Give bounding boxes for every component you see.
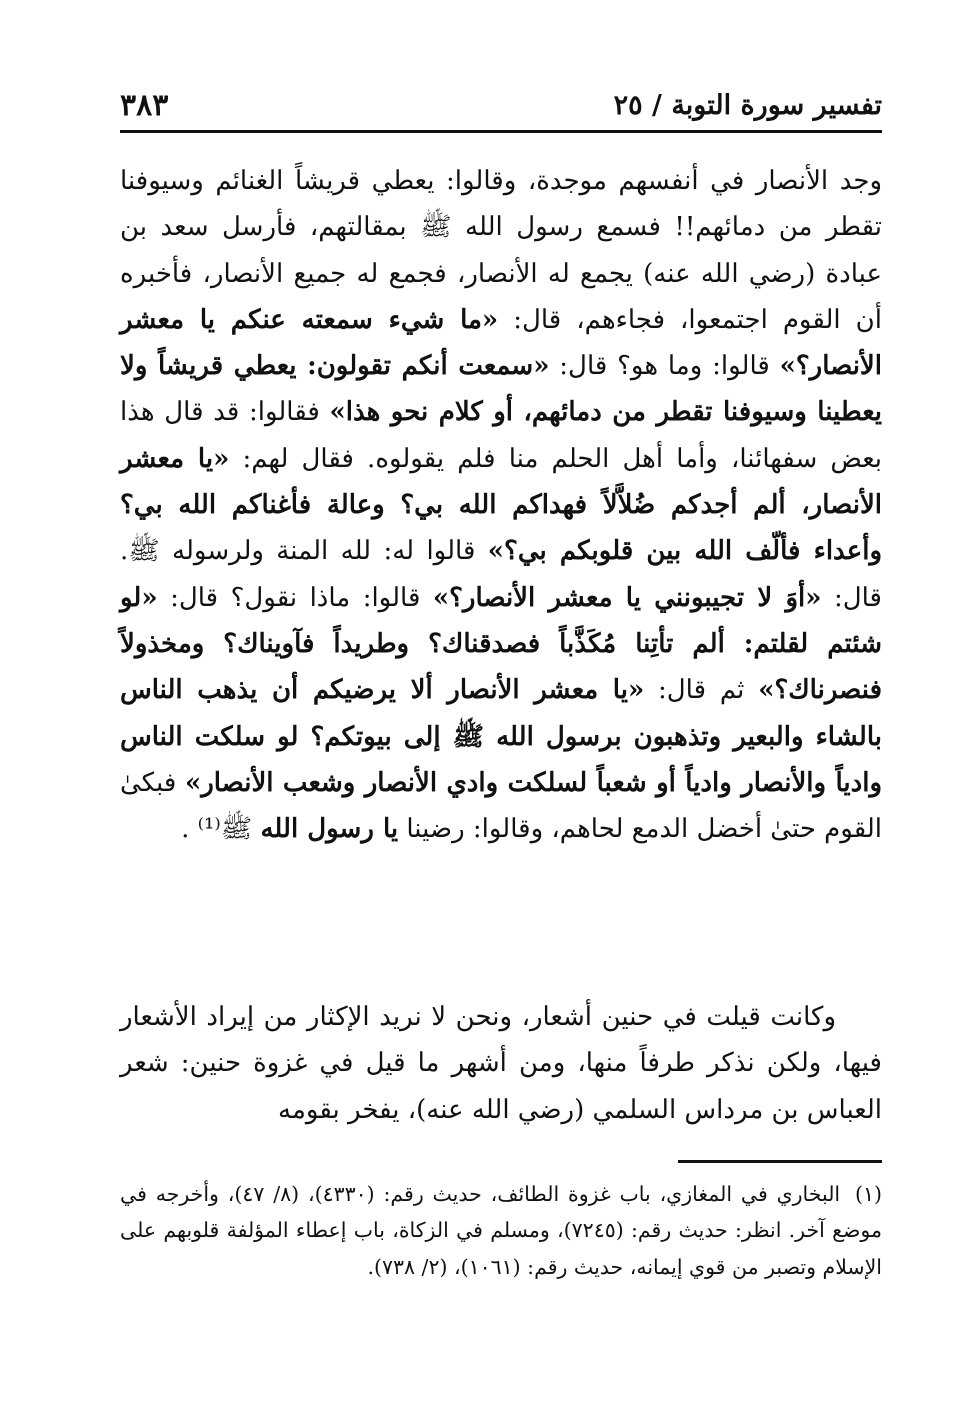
hadith-quote: «سمعت أنكم تقولون: يعطي قريشاً ولا يعطينا وسيوفنا تقطر من دمائهم، أو كلام نحو هذا»	[120, 351, 882, 428]
narrative-text: وجد الأنصار في أنفسهم موجدة، وقالوا: يعطي قريشاً الغنائم وسيوفنا تقطر من دمائهم!! فسمع رسول الله ﷺ بمقالتهم، فأرسل سعد بن عبادة (رضي الله عنه) يجمع له الأنصار، فجمع له جميع الأنصار، فأخبره أن القوم اجتمعوا، فجاءهم، قال:	[120, 166, 883, 335]
narrative-text: قالوا: وما هو؟ قال:	[559, 351, 770, 382]
hadith-quote: «يا معشر الأنصار ألا يرضيكم أن يذهب الناس بالشاء والبعير وتذهبون برسول الله ﷺ إلى بيوتكم؟ لو سلكت الناس وادياً والأنصار وادياً أو شعباً لسلكت وادي الأنصار وشعب الأنصار»	[120, 675, 882, 798]
narrative-text: قالوا: ماذا نقول؟ قال:	[170, 582, 421, 613]
hadith-quote: «أوَ لا تجيبونني يا معشر الأنصار؟»	[432, 582, 822, 613]
footnote-text: البخاري في المغازي، باب غزوة الطائف، حديث رقم: (٤٣٣٠)، (٨/ ٤٧)، وأخرجه في موضع آخر. انظر: حديث رقم: (٧٢٤٥)، ومسلم في الزكاة، باب إعطاء المؤلفة قلوبهم على الإسلام وتصبر من قوي إيمانه، حديث رقم: (١٠٦١)، (٢/ ٧٣٨).	[120, 1182, 883, 1279]
narrative-text: فقالوا: قد قال هذا بعض سفهائنا، وأما أهل الحلم منا فلم يقولوه. فقال لهم:	[120, 397, 882, 474]
page-header	[120, 84, 882, 128]
hadith-quote: يا رسول الله	[260, 814, 399, 845]
footnote-divider	[678, 1160, 882, 1163]
hadith-quote: «لو شئتم لقلتم: ألم تأتِنا مُكَذَّباً فصدقناك؟ وطريداً فآويناك؟ ومخذولاً فنصرناك؟»	[120, 582, 883, 706]
footnote-marker: (١)	[854, 1182, 882, 1206]
footnote	[120, 1176, 882, 1285]
body-paragraph-1	[120, 158, 882, 852]
header-divider	[120, 130, 882, 133]
narrative-text: ﷺ⁽¹⁾ .	[181, 814, 253, 845]
body-paragraph-2: وكانت قيلت في حنين أشعار، ونحن لا نريد الإكثار من إيراد الأشعار فيها، ولكن نذكر طرفاً منها، ومن أشهر ما قيل في غزوة حنين: شعر العباس بن مرداس السلمي (رضي الله عنه)، يفخر بقومه	[120, 1002, 882, 1125]
narrative-text: ثم قال:	[658, 675, 745, 706]
hadith-quote: «يا معشر الأنصار، ألم أجدكم ضُلاَّلاً فهداكم الله بي؟ وعالة فأغناكم الله بي؟ وأعداء فألّف الله بين قلوبكم بي؟»	[120, 443, 882, 567]
narrative-text: قالوا له: لله المنة ولرسوله ﷺ. قال:	[120, 536, 882, 613]
running-title: تفسير سورة التوبة / ٢٥	[613, 90, 882, 121]
narrative-text: فبكىٰ القوم حتىٰ أخضل الدمع لحاهم، وقالوا: رضينا	[120, 767, 882, 845]
page-number: ٣٨٣	[120, 88, 169, 123]
hadith-quote: «ما شيء سمعته عنكم يا معشر الأنصار؟»	[120, 304, 882, 382]
